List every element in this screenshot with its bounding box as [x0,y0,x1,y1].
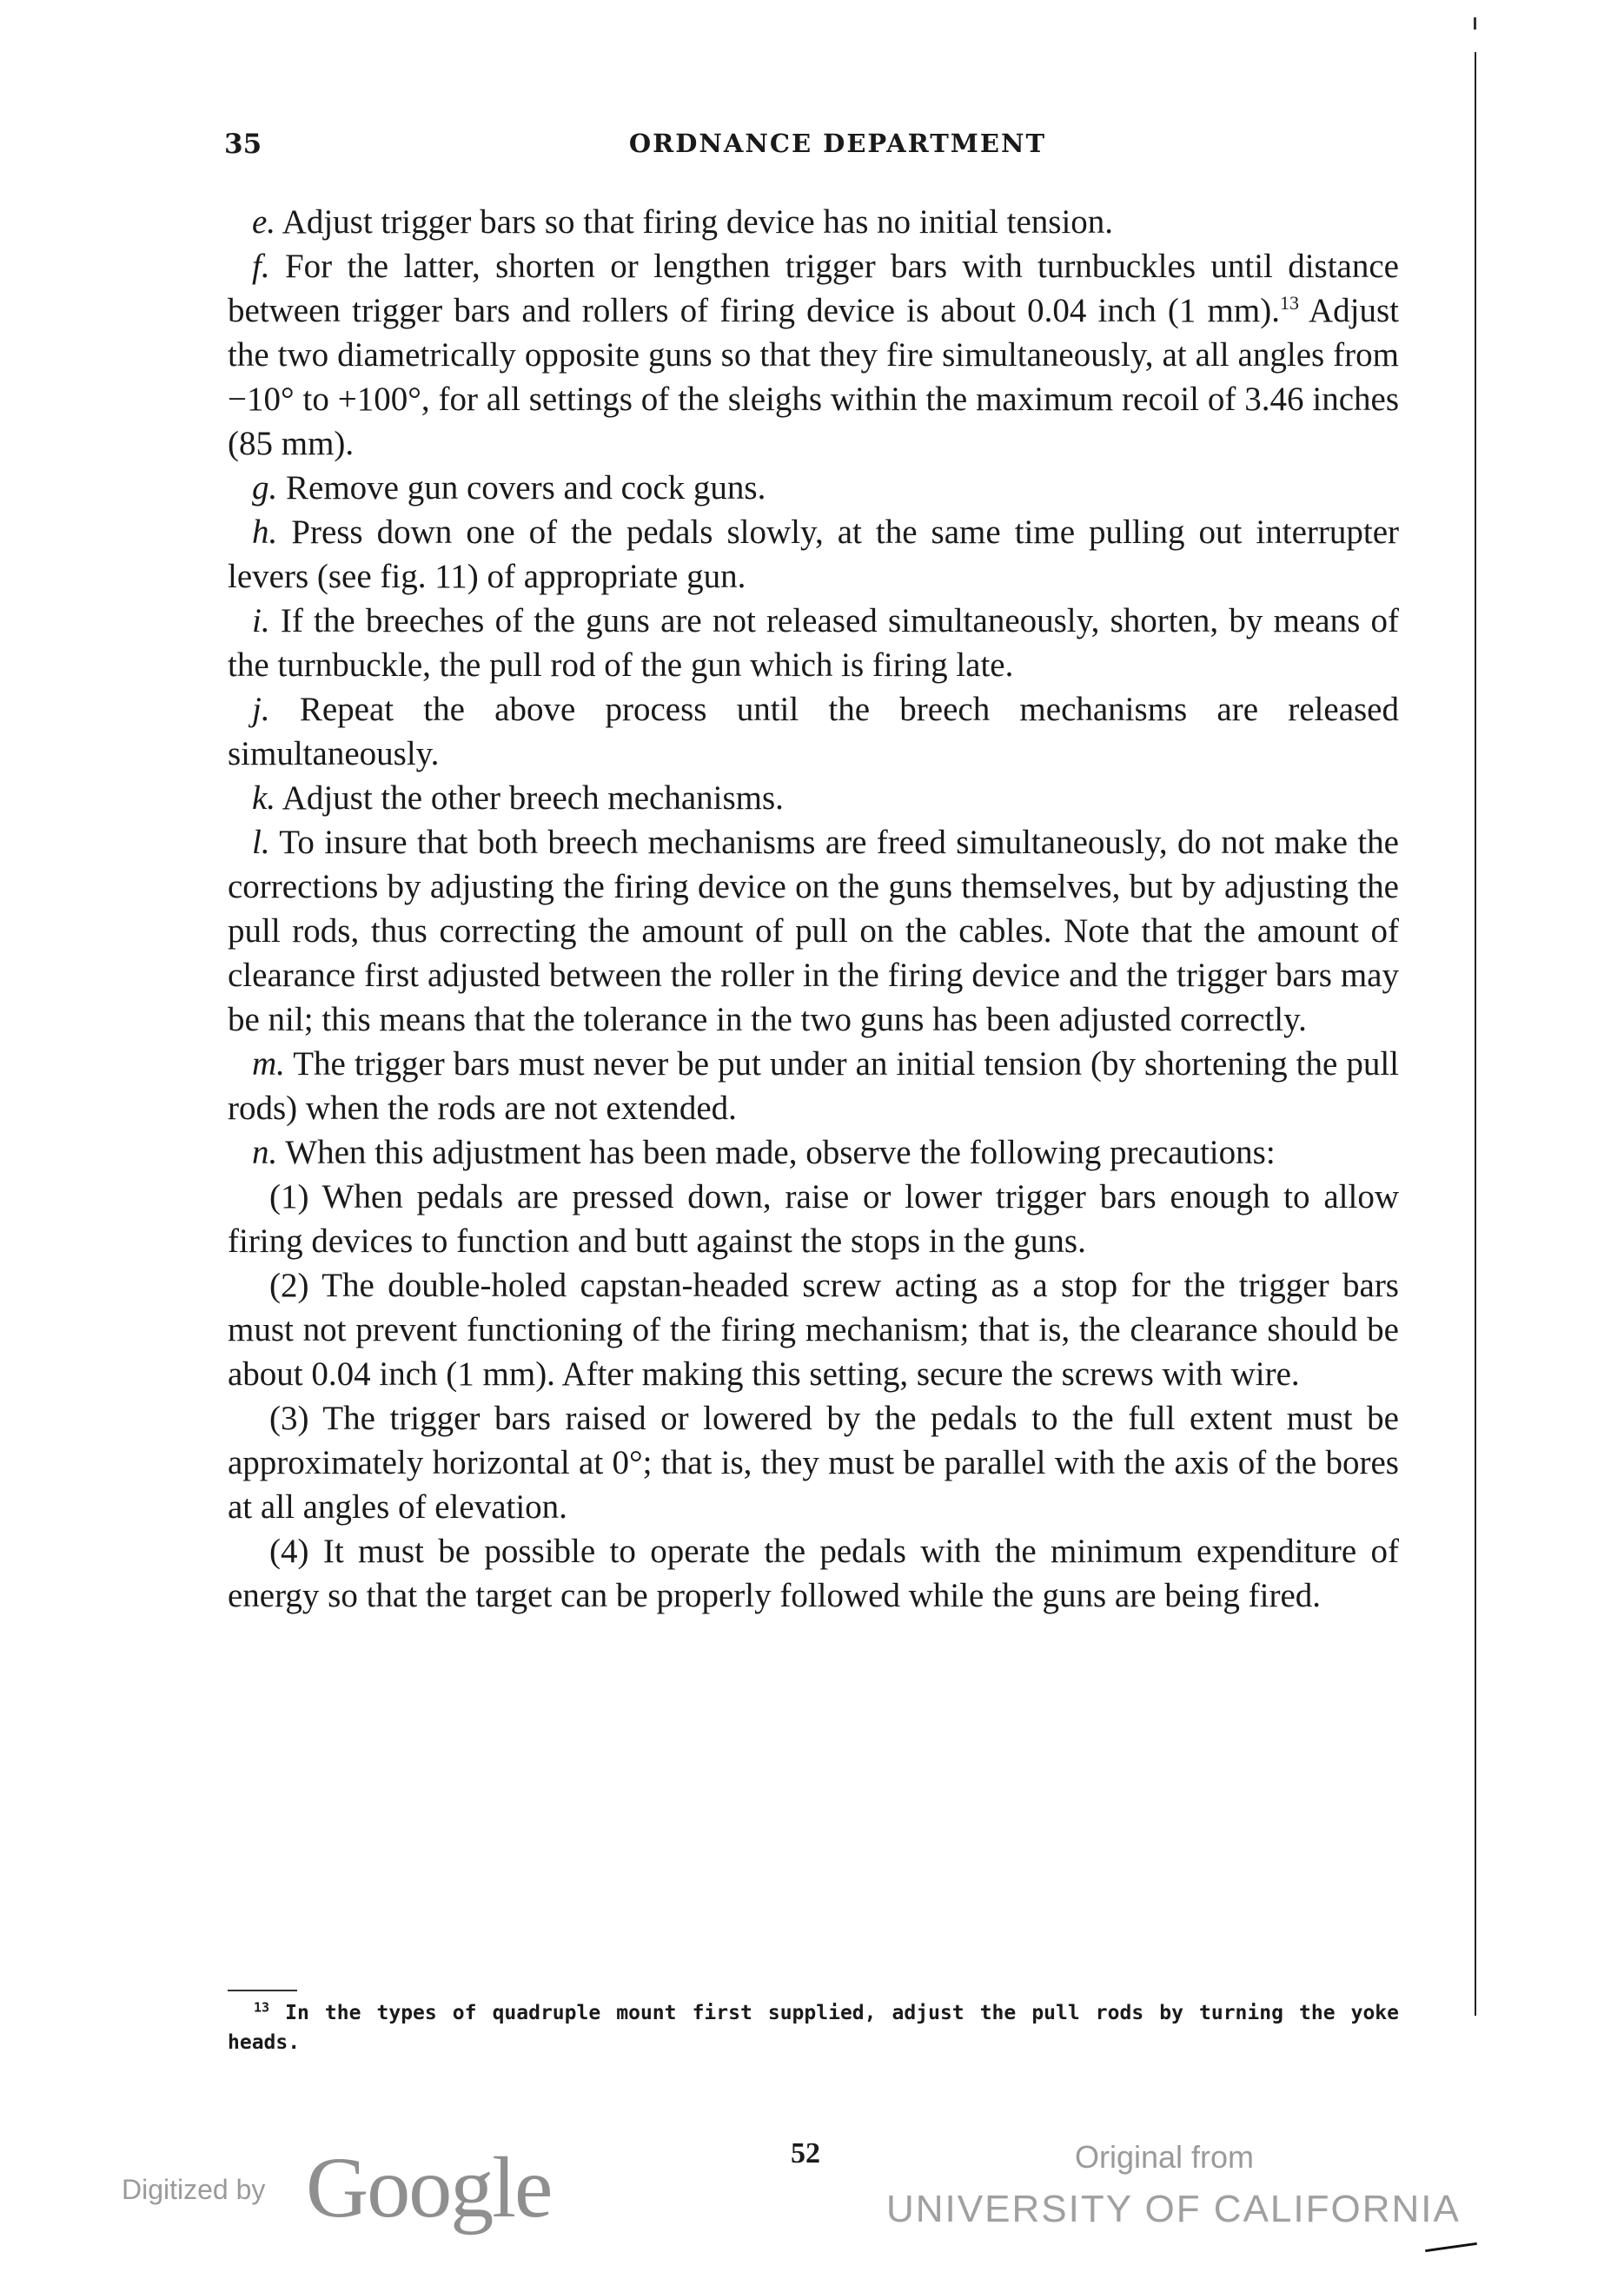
paragraph-h [228,510,1399,599]
page-edge-rule [1475,52,1476,2016]
running-head [224,129,1399,172]
item-letter: g. [252,469,278,507]
item-letter: n. [252,1134,278,1171]
paragraph-f [228,244,1399,466]
precaution-3: (3) The trigger bars raised or lowered by the pedals to the full extent must be approximately horizontal at 0°; that is, they must be parallel with the axis of the bores at all angles of elevation. [228,1400,1399,1526]
footnote [228,1998,1399,2057]
footnote-reference: 13 [1279,292,1299,314]
footer-page-number: 52 [791,2137,820,2169]
footnote-mark: 13 [254,1999,270,2016]
header-title: ORDNANCE DEPARTMENT [628,129,1047,158]
item-letter: j. [252,691,270,728]
paragraph-text: To insure that both breech mechanisms are freed simultaneously, do not make the corrections by adjusting the firing device on the guns themselves, but by adjusting the pull rods, thus correcting the amount of pull on the cables. Note that the amount of clearance first adjusted between the roller in the firing device and the trigger bars may be nil; this means that the tolerance in the two guns has been adjusted correctly. [228,824,1399,1038]
paragraph-text: Repeat the above process until the breech mechanisms are released simultaneously. [228,691,1399,772]
item-letter: m. [252,1045,285,1083]
item-letter: h. [252,513,278,551]
item-letter: f. [252,248,270,285]
paragraph-text: If the breeches of the guns are not released simultaneously, shorten, by means of the turnbuckle, the pull rod of the gun which is firing late. [228,602,1399,684]
university-name: UNIVERSITY OF CALIFORNIA [886,2188,1461,2230]
paragraph-text: Adjust the other breech mechanisms. [275,779,784,817]
google-logo: Google [306,2139,552,2236]
paragraph-k [228,776,1399,820]
precaution-1: (1) When pedals are pressed down, raise or lower trigger bars enough to allow firing devices to function and butt against the stops in the guns. [228,1178,1399,1260]
footnote-divider [228,1990,297,1991]
paragraph-i [228,599,1399,687]
paragraph-text: Remove gun covers and cock guns. [277,469,766,507]
precaution-2: (2) The double-holed capstan-headed screw acting as a stop for the trigger bars must not prevent functioning of the firing mechanism; that is, the clearance should be about 0.04 inch (1 mm). After making this setting, secure the screws with wire. [228,1267,1399,1393]
precaution-4: (4) It must be possible to operate the pedals with the minimum expenditure of energy so that the target can be properly followed while the guns are being fired. [228,1533,1399,1614]
scan-corner-mark [1425,2242,1477,2252]
digitized-label: Digitized by [122,2174,266,2205]
footnote-text: In the types of quadruple mount first supplied, adjust the pull rods by turning the yoke heads. [228,2002,1399,2054]
item-letter: e. [252,203,276,241]
item-letter: i. [252,602,270,639]
original-from-label: Original from [1074,2139,1255,2175]
item-letter: l. [252,824,270,861]
paragraph-j [228,687,1399,776]
paragraph-text: Press down one of the pedals slowly, at the same time pulling out interrupter levers (see fig. 11) of appropriate gun. [228,513,1399,595]
header-page-number: 35 [224,129,262,160]
scan-edge-mark [1474,17,1476,30]
paragraph-m [228,1042,1399,1130]
paragraph-text: Adjust trigger bars so that firing device has no initial tension. [275,203,1114,241]
paragraph-l [228,820,1399,1042]
paragraph-g [228,466,1399,510]
original-from-attribution [886,2139,1461,2231]
item-letter: k. [252,779,276,817]
paragraph-text: When this adjustment has been made, observe the following precautions: [277,1134,1276,1171]
paragraph-e [228,200,1399,244]
paragraph-n [228,1130,1399,1175]
paragraph-text: For the latter, shorten or lengthen trigger bars with turnbuckles until distance between trigger bars and rollers of firing device is about 0.04 inch (1 mm). [228,248,1399,329]
body-text [228,200,1399,1618]
paragraph-text: The trigger bars must never be put under an initial tension (by shortening the pull rods) when the rods are not extended. [228,1045,1399,1127]
paragraph-text-continued: Adjust the two diametrically opposite guns so that they fire simultaneously, at all angles from −10° to +100°, for all settings of the sleighs within the maximum recoil of 3.46 inches (85 mm). [228,292,1399,462]
